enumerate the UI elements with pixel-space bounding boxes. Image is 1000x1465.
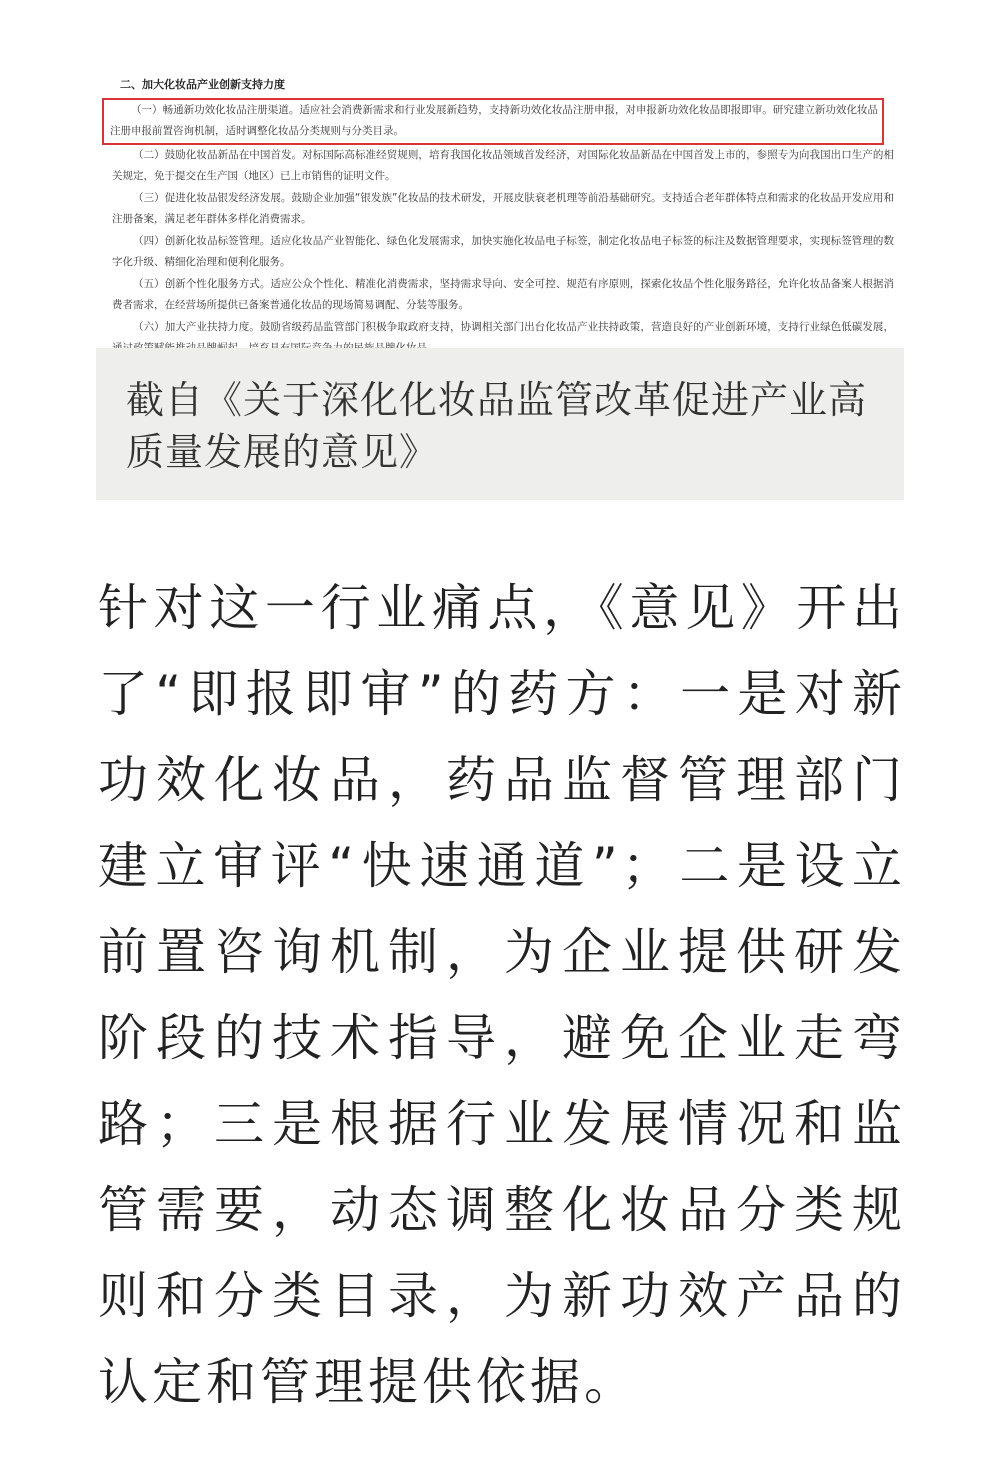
document-item-3: （三）促进化妆品银发经济发展。鼓励企业加强“银发族”化妆品的技术研发，开展皮肤衰老机理等前沿基础研究。支持适合老年群体特点和需求的化妆品开发应用和注册备案，满足老年群体多样化消费需求。 xyxy=(112,191,894,225)
document-item-6: （六）加大产业扶持力度。鼓励省级药品监管部门积极争取政府支持，协调相关部门出台化妆品产业扶持政策，营造良好的产业创新环境，支持行业绿色低碳发展， xyxy=(133,320,894,333)
document-heading: 二、加大化妆品产业创新支持力度 xyxy=(120,78,285,91)
document-item-4: （四）创新化妆品标签管理。适应化妆品产业智能化、绿色化发展需求，加快实施化妆品电子标签，制定化妆品电子标签的标注及数据管理要求，实现标签管理的数字化升级、精细化治理和便利化服务。 xyxy=(112,234,894,268)
document-excerpt xyxy=(100,70,900,348)
document-item-5: （五）创新个性化服务方式。适应公众个性化、精准化消费需求，坚持需求导向、安全可控、规范有序原则，探索化妆品个性化服务路径，允许化妆品备案人根据消费者需求，在经营场所提供已备案普通化妆品的现场简易调配、分装等服务。 xyxy=(112,277,894,311)
caption-text: 截自《关于深化化妆品监管改革促进产业高质量发展的意见》 xyxy=(126,378,868,474)
document-item-1: （一）畅通新功效化妆品注册渠道。适应社会消费新需求和行业发展新趋势，支持新功效化妆品注册申报，对申报新功效化妆品即报即审。研究建立新功效化妆品注册申报前置咨询机制，适时调整化妆品分类规则与分类目录。 xyxy=(110,103,878,137)
body-paragraph: 针对这一行业痛点，《意见》开出了“即报即审”的药方：一是对新功效化妆品，药品监督管理部门建立审评“快速通道”；二是设立前置咨询机制，为企业提供研发阶段的技术指导，避免企业走弯路；三是根据行业发展情况和监管需要，动态调整化妆品分类规则和分类目录，为新功效产品的认定和管理提供依据。 xyxy=(98,579,906,1411)
highlight-box xyxy=(102,98,884,145)
document-item-2: （二）鼓励化妆品新品在中国首发。对标国际高标准经贸规则，培育我国化妆品领域首发经济，对国际化妆品新品在中国首发上市的，参照专为向我国出口生产的相关规定，免于提交在生产国（地区）已上市销售的证明文件。 xyxy=(112,148,894,182)
caption-box xyxy=(96,348,904,500)
